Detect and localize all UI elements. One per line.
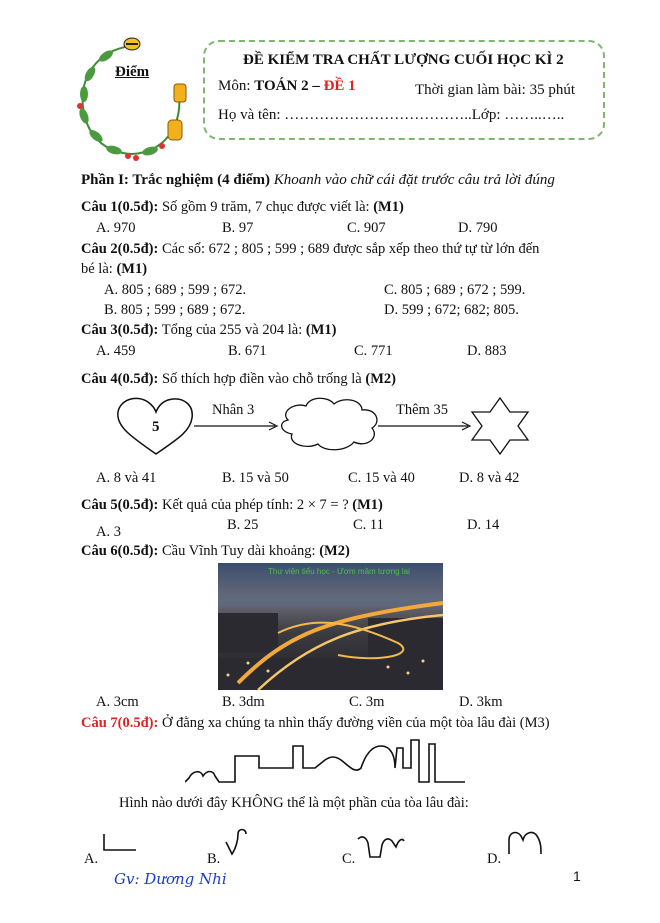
q6-label: Câu 6(0.5đ): <box>81 543 159 559</box>
q6-option-b[interactable]: B. 3dm <box>222 694 265 710</box>
photo-watermark: Thư viện tiểu học - Ươm mầm tương lai <box>268 567 410 576</box>
q4-option-b[interactable]: B. 15 và 50 <box>222 470 289 486</box>
q6-text <box>81 543 350 560</box>
q7-shape-a <box>100 828 140 858</box>
q3-level: (M1) <box>305 322 337 338</box>
q4-text <box>81 371 396 388</box>
q3-option-a[interactable]: A. 459 <box>96 343 136 359</box>
q7-shape-c <box>356 833 406 861</box>
q5-level: (M1) <box>352 497 383 513</box>
q3-option-d[interactable]: D. 883 <box>467 343 507 359</box>
castle-outline <box>185 734 475 789</box>
q3-option-b[interactable]: B. 671 <box>228 343 267 359</box>
q7-option-c[interactable]: C. <box>342 851 356 867</box>
q1-option-c[interactable]: C. 907 <box>347 220 386 236</box>
score-label: Điểm <box>115 64 150 80</box>
q6-option-c[interactable]: C. 3m <box>349 694 385 710</box>
q5-option-b[interactable]: B. 25 <box>227 517 259 533</box>
score-wreath <box>70 34 195 164</box>
q4-question: Số thích hợp điền vào chỗ trống là <box>158 371 366 387</box>
q2-label: Câu 2(0.5đ): <box>81 241 159 257</box>
q5-option-d[interactable]: D. 14 <box>467 517 500 533</box>
q6-question: Cầu Vĩnh Tuy dài khoảng: <box>158 543 320 559</box>
q1-option-a[interactable]: A. 970 <box>96 220 136 236</box>
q7-text <box>81 715 550 732</box>
q2-question: Các số: 672 ; 805 ; 599 ; 689 được sắp xếp theo thứ tự từ lớn đến <box>158 241 540 257</box>
q4-option-a[interactable]: A. 8 và 41 <box>96 470 157 486</box>
bridge-photo <box>218 563 443 690</box>
star-icon <box>472 398 528 454</box>
q5-text <box>81 497 383 514</box>
q4-step-2: Thêm 35 <box>396 402 448 418</box>
q3-question: Tổng của 255 và 204 là: <box>158 322 306 338</box>
q1-text <box>81 199 404 216</box>
q7-question: Ở đằng xa chúng ta nhìn thấy đường viền của một tòa lâu đài (M3) <box>158 715 550 731</box>
q7-option-b[interactable]: B. <box>207 851 221 867</box>
q3-label: Câu 3(0.5đ): <box>81 322 159 338</box>
q1-option-d[interactable]: D. 790 <box>458 220 498 236</box>
q4-step-1: Nhân 3 <box>212 402 255 418</box>
q4-option-c[interactable]: C. 15 và 40 <box>348 470 415 486</box>
q7-option-a[interactable]: A. <box>84 851 99 867</box>
q7-shape-b <box>222 826 252 860</box>
q2-text-2 <box>81 261 147 278</box>
q1-question: Số gồm 9 trăm, 7 chục được viết là: <box>158 199 374 215</box>
q3-option-c[interactable]: C. 771 <box>354 343 393 359</box>
part1-instruction: Khoanh vào chữ cái đặt trước câu trả lời đúng <box>273 172 555 188</box>
q5-question: Kết quả của phép tính: 2 × 7 = ? <box>158 497 353 513</box>
wreath-icon <box>70 34 195 164</box>
exam-code: ĐỀ 1 <box>323 78 356 94</box>
q6-level: (M2) <box>319 543 350 559</box>
q4-option-d[interactable]: D. 8 và 42 <box>459 470 520 486</box>
q5-option-c[interactable]: C. 11 <box>353 517 384 533</box>
exam-time: Thời gian làm bài: 35 phút <box>415 82 575 98</box>
q4-diagram <box>110 392 530 462</box>
q6-option-d[interactable]: D. 3km <box>459 694 503 710</box>
q1-option-b[interactable]: B. 97 <box>222 220 254 236</box>
part1-title: Phần I: Trắc nghiệm (4 điểm) <box>81 172 271 188</box>
q2-text <box>81 241 539 258</box>
subject-line <box>218 78 356 95</box>
q5-label: Câu 5(0.5đ): <box>81 497 159 513</box>
q2-option-c[interactable]: C. 805 ; 689 ; 672 ; 599. <box>384 282 526 298</box>
subject-sep: – <box>308 78 324 94</box>
subject-name: TOÁN 2 <box>254 78 309 94</box>
page-number: 1 <box>573 868 581 884</box>
subject-prefix: Môn: <box>218 78 255 94</box>
q4-start-value: 5 <box>152 419 160 435</box>
q2-option-b[interactable]: B. 805 ; 599 ; 689 ; 672. <box>104 302 246 318</box>
q2-option-d[interactable]: D. 599 ; 672; 682; 805. <box>384 302 519 318</box>
q2-level: (M1) <box>116 261 148 277</box>
q7-subquestion: Hình nào dưới đây KHÔNG thể là một phần của tòa lâu đài: <box>119 795 469 811</box>
exam-title: ĐỀ KIỂM TRA CHẤT LƯỢNG CUỐI HỌC KÌ 2 <box>243 52 564 68</box>
bridge-image-icon <box>218 563 443 690</box>
teacher-signature: Gv: Dương Nhi <box>114 870 227 888</box>
q7-label: Câu 7(0.5đ): <box>81 715 159 731</box>
q6-option-a[interactable]: A. 3cm <box>96 694 139 710</box>
cloud-icon <box>282 398 377 450</box>
q1-label: Câu 1(0.5đ): <box>81 199 159 215</box>
q2-question-2: bé là: <box>81 261 117 277</box>
name-class-line: Họ và tên: ………………………………..Lớp: ……..….. <box>218 107 565 123</box>
q5-option-a[interactable]: A. 3 <box>96 524 121 540</box>
q7-option-d[interactable]: D. <box>487 851 502 867</box>
q1-level: (M1) <box>373 199 404 215</box>
q3-text <box>81 322 336 339</box>
q2-option-a[interactable]: A. 805 ; 689 ; 599 ; 672. <box>104 282 247 298</box>
part1-heading <box>81 172 555 189</box>
q4-level: (M2) <box>365 371 396 387</box>
q4-label: Câu 4(0.5đ): <box>81 371 159 387</box>
q7-shape-d <box>503 828 547 860</box>
